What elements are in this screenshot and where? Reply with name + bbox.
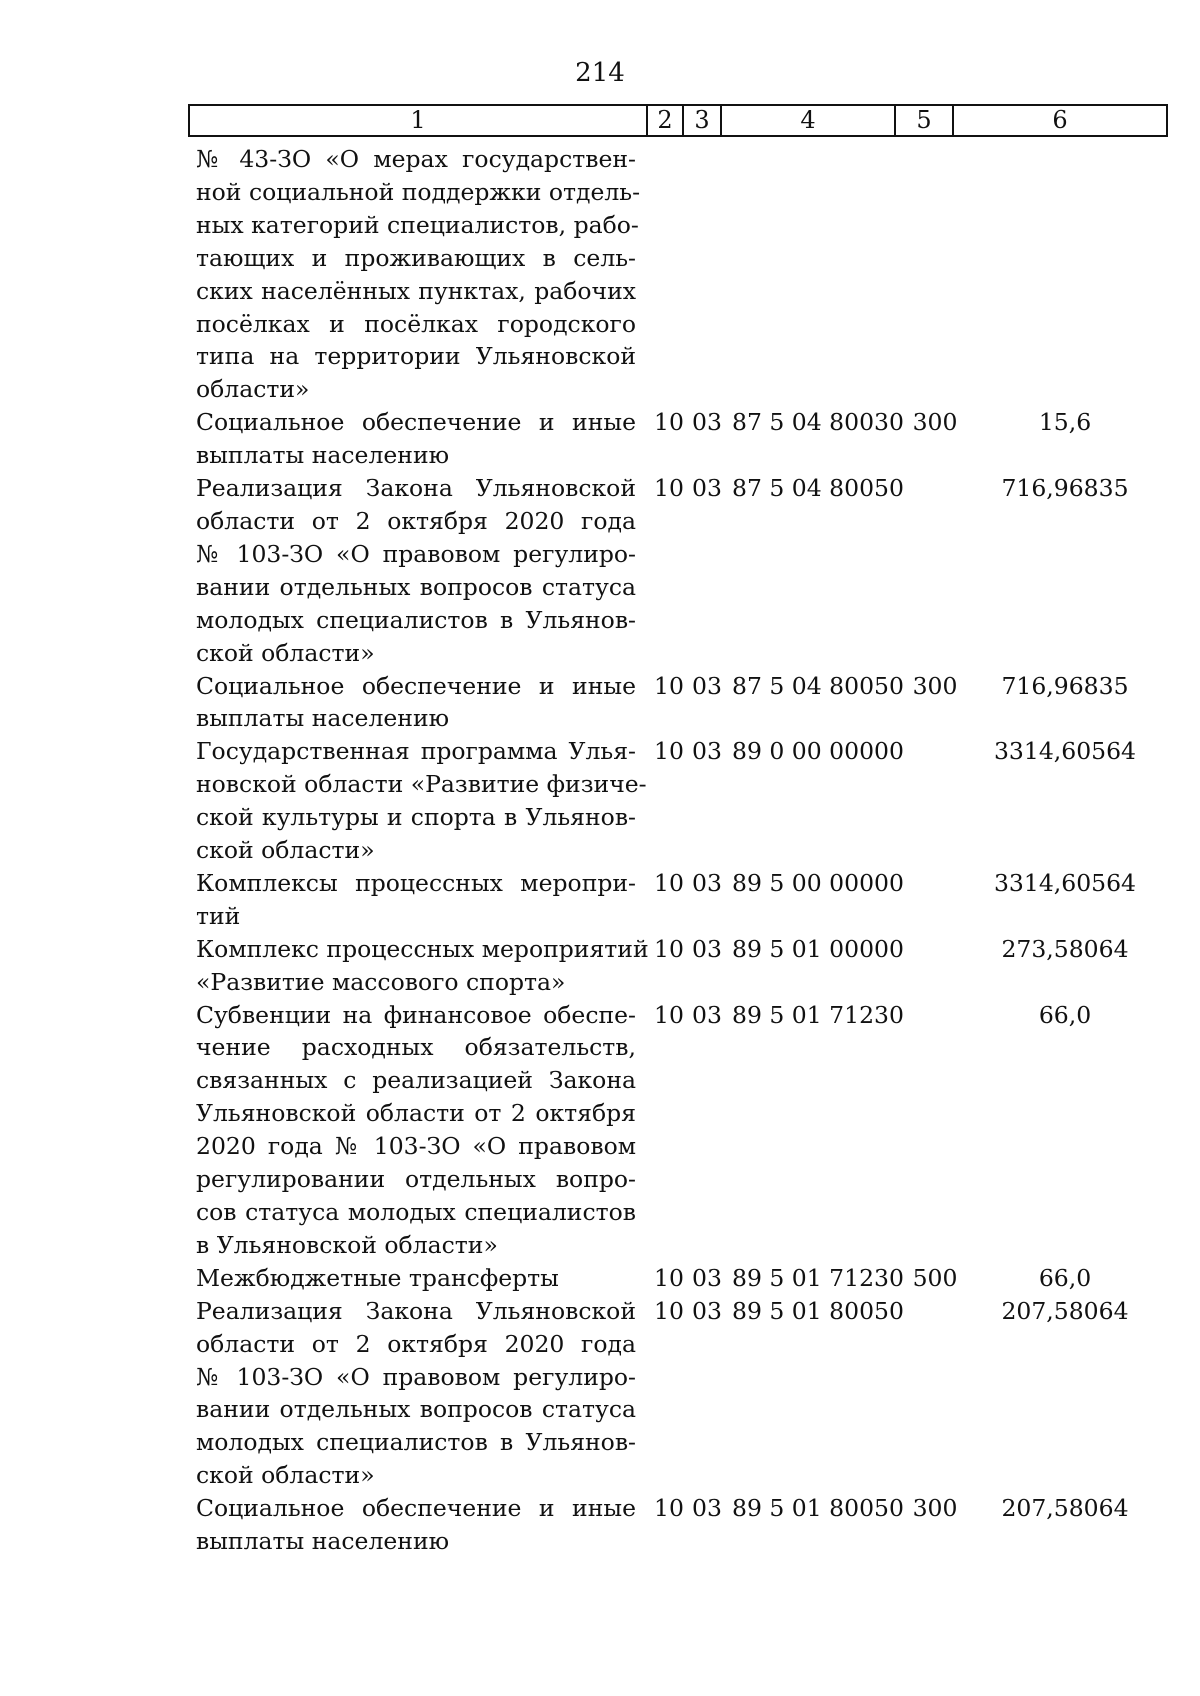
description-line: новской области «Развитие физиче-: [196, 770, 647, 799]
section-code: 10: [654, 408, 684, 437]
row-description: [196, 867, 636, 933]
description-line: тающих и проживающих в сель-: [196, 243, 636, 272]
description-line: ской области»: [196, 836, 375, 865]
description-line: выплаты населению: [196, 1527, 450, 1556]
table-row: [0, 143, 1200, 406]
expense-type-code: 500: [912, 1263, 958, 1292]
description-line: Социальное обеспечение и иные: [196, 1494, 636, 1523]
description-line: тий: [196, 901, 241, 930]
header-col-3: 3: [684, 106, 722, 135]
subsection-code: 03: [692, 408, 722, 437]
table-row: [0, 1492, 1200, 1558]
table-row: [0, 867, 1200, 933]
subsection-code: 03: [692, 934, 722, 963]
table-row: [0, 472, 1200, 669]
table-row: [0, 406, 1200, 472]
description-line: области»: [196, 375, 310, 404]
target-article-code: 89 5 01 80050: [732, 1296, 904, 1325]
target-article-code: 87 5 04 80050: [732, 671, 904, 700]
description-line: Реализация Закона Ульяновской: [196, 1296, 636, 1325]
subsection-code: 03: [692, 1000, 722, 1029]
table-row: [0, 1295, 1200, 1492]
description-line: вании отдельных вопросов статуса: [196, 1395, 636, 1424]
table-body: [0, 143, 1200, 1558]
section-code: 10: [654, 737, 684, 766]
description-line: ных категорий специалистов, рабо-: [196, 210, 639, 239]
table-row: [0, 999, 1200, 1262]
table-row: [0, 1262, 1200, 1295]
amount: 207,58064: [1001, 1296, 1129, 1325]
target-article-code: 89 5 01 71230: [732, 1263, 904, 1292]
section-code: 10: [654, 934, 684, 963]
description-line: области от 2 октября 2020 года: [196, 506, 636, 535]
description-line: области от 2 октября 2020 года: [196, 1329, 636, 1358]
description-line: Межбюджетные трансферты: [196, 1263, 559, 1292]
target-article-code: 87 5 04 80050: [732, 474, 904, 503]
amount: 66,0: [1038, 1263, 1092, 1292]
subsection-code: 03: [692, 737, 722, 766]
description-line: «Развитие массового спорта»: [196, 967, 566, 996]
header-col-2: 2: [648, 106, 684, 135]
section-code: 10: [654, 1263, 684, 1292]
header-col-6: 6: [1052, 106, 1068, 134]
target-article-code: 87 5 04 80030: [732, 408, 904, 437]
subsection-code: 03: [692, 868, 722, 897]
description-line: ской области»: [196, 638, 375, 667]
description-line: вании отдельных вопросов статуса: [196, 572, 636, 601]
page-number: 214: [575, 58, 625, 88]
expense-type-code: 300: [912, 1494, 958, 1523]
row-description: [196, 670, 636, 736]
header-col-5: 5: [896, 106, 954, 135]
subsection-code: 03: [692, 1296, 722, 1325]
section-code: 10: [654, 1296, 684, 1325]
table-row: [0, 670, 1200, 736]
description-line: Комплексы процессных меропри-: [196, 868, 636, 897]
row-description: [196, 406, 636, 472]
amount: 66,0: [1038, 1000, 1092, 1029]
description-line: ской культуры и спорта в Ульянов-: [196, 803, 636, 832]
description-line: в Ульяновской области»: [196, 1230, 498, 1259]
row-description: [196, 1262, 636, 1295]
subsection-code: 03: [692, 671, 722, 700]
section-code: 10: [654, 868, 684, 897]
section-code: 10: [654, 474, 684, 503]
subsection-code: 03: [692, 474, 722, 503]
description-line: ских населённых пунктах, рабочих: [196, 276, 636, 305]
target-article-code: 89 5 00 00000: [732, 868, 904, 897]
description-line: 2020 года № 103-ЗО «О правовом: [196, 1132, 636, 1161]
description-line: связанных с реализацией Закона: [196, 1066, 636, 1095]
section-code: 10: [654, 671, 684, 700]
amount: 3314,60564: [993, 737, 1137, 766]
description-line: чение расходных обязательств,: [196, 1033, 636, 1062]
description-line: молодых специалистов в Ульянов-: [196, 605, 636, 634]
description-line: Субвенции на финансовое обеспе-: [196, 1000, 636, 1029]
amount: 207,58064: [1001, 1494, 1129, 1523]
row-description: [196, 933, 649, 999]
description-line: Социальное обеспечение и иные: [196, 671, 636, 700]
description-line: № 103-ЗО «О правовом регулиро-: [196, 1362, 636, 1391]
subsection-code: 03: [692, 1263, 722, 1292]
description-line: ской области»: [196, 1461, 375, 1490]
subsection-code: 03: [692, 1494, 722, 1523]
row-description: [196, 735, 647, 867]
section-code: 10: [654, 1494, 684, 1523]
amount: 716,96835: [1001, 474, 1129, 503]
header-col-1: 1: [190, 106, 648, 135]
description-line: сов статуса молодых специалистов: [196, 1198, 636, 1226]
row-description: [196, 472, 636, 669]
description-line: выплаты населению: [196, 441, 450, 470]
description-line: № 103-ЗО «О правовом регулиро-: [196, 539, 636, 568]
table-row: [0, 933, 1200, 999]
target-article-code: 89 5 01 00000: [732, 934, 904, 963]
description-line: Реализация Закона Ульяновской: [196, 474, 636, 503]
expense-type-code: 300: [912, 408, 958, 437]
description-line: выплаты населению: [196, 704, 450, 733]
description-line: ной социальной поддержки отдель-: [196, 177, 641, 206]
description-line: № 43-ЗО «О мерах государствен-: [196, 145, 636, 173]
description-line: Комплекс процессных мероприятий: [196, 934, 649, 963]
target-article-code: 89 0 00 00000: [732, 737, 904, 766]
header-col-4: 4: [722, 106, 896, 135]
section-code: 10: [654, 1000, 684, 1029]
description-line: типа на территории Ульяновской: [196, 342, 636, 371]
row-description: [196, 1295, 636, 1492]
amount: 716,96835: [1001, 671, 1129, 700]
row-description: [196, 999, 636, 1262]
amount: 15,6: [1038, 408, 1092, 437]
description-line: регулировании отдельных вопро-: [196, 1165, 636, 1194]
description-line: посёлках и посёлках городского: [196, 309, 636, 338]
description-line: Ульяновской области от 2 октября: [196, 1099, 636, 1128]
amount: 3314,60564: [993, 868, 1137, 897]
target-article-code: 89 5 01 71230: [732, 1000, 904, 1029]
target-article-code: 89 5 01 80050: [732, 1494, 904, 1523]
row-description: [196, 1492, 636, 1558]
description-line: молодых специалистов в Ульянов-: [196, 1428, 636, 1457]
row-description: [196, 143, 641, 406]
amount: 273,58064: [1001, 934, 1129, 963]
table-header: [188, 104, 1168, 137]
description-line: Государственная программа Улья-: [196, 737, 636, 766]
table-row: [0, 735, 1200, 867]
description-line: Социальное обеспечение и иные: [196, 408, 636, 437]
expense-type-code: 300: [912, 671, 958, 700]
